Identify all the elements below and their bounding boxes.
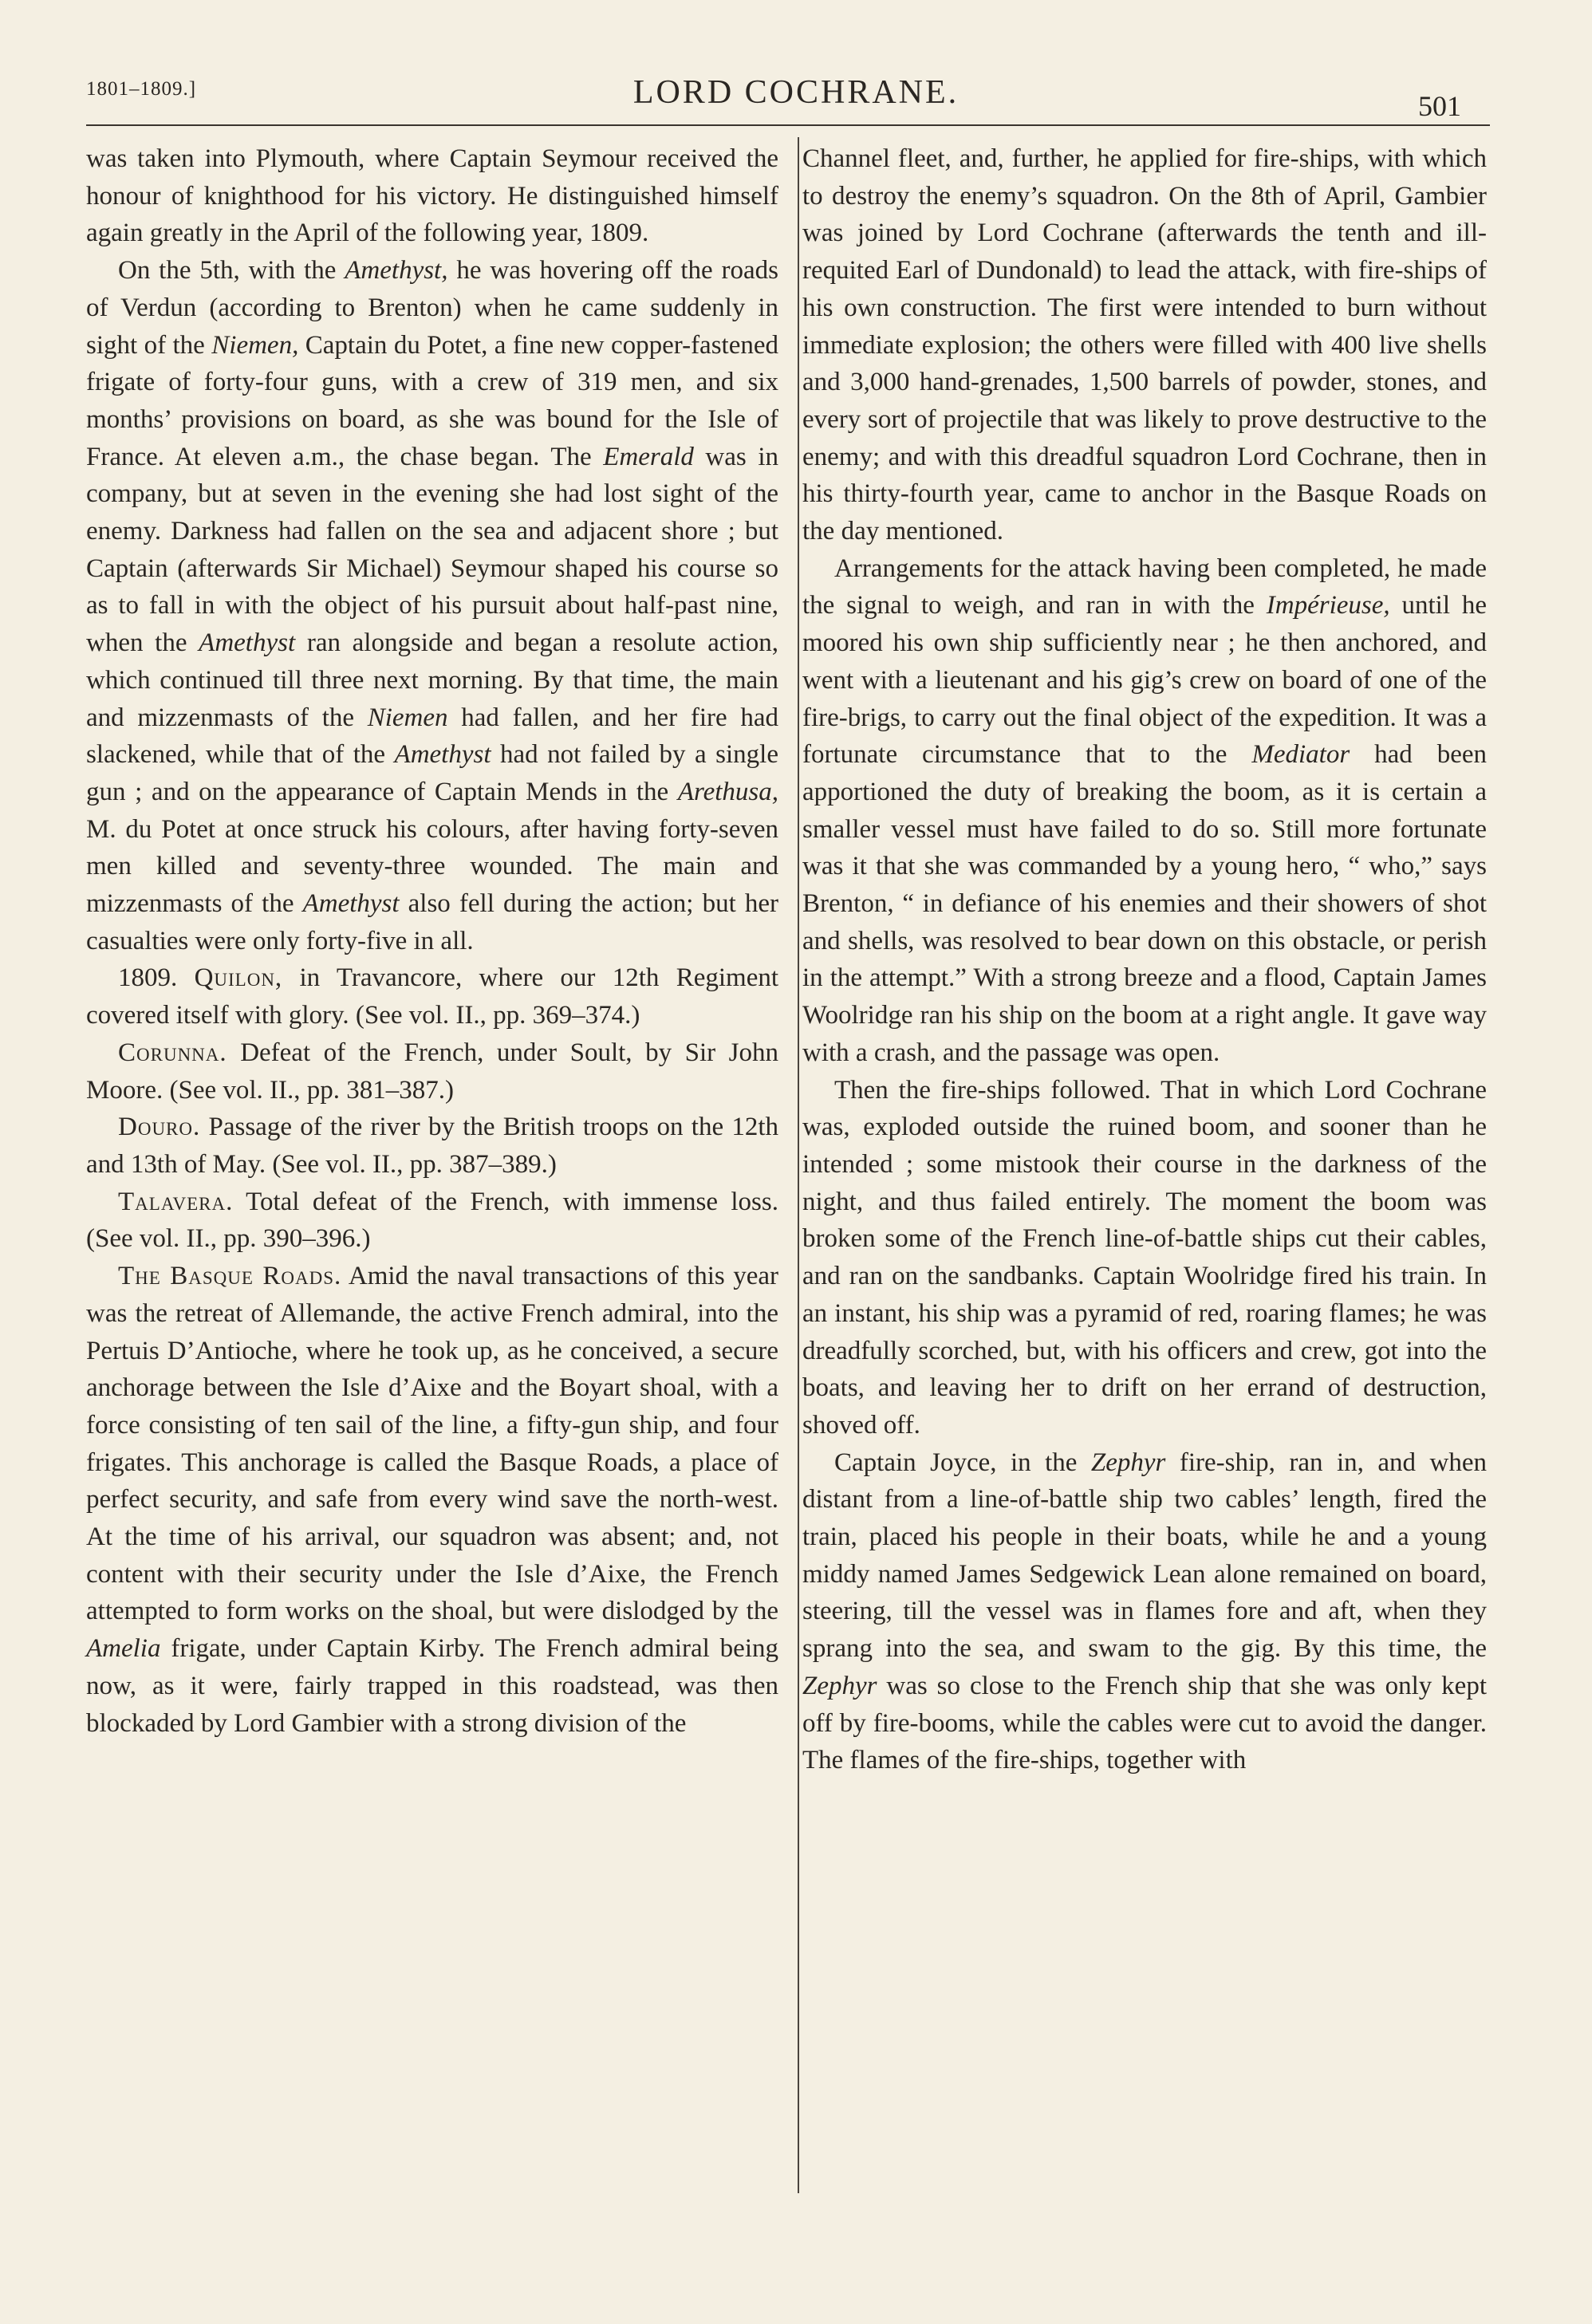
text-run: Channel fleet, and, further, he applied for fire-ships, with which to destroy the enemy’s squadron. On the 8th of April, Gambier was joined by Lord Cochrane (afterwards the tenth and ill-requited Earl of Dundonald) to lead the attack, with fire-ships of his own construction. The first were intended to burn without immediate explosion; the others were filled with 400 live shells and 3,000 hand-grenades, 1,500 barrels of powder, stones, and every sort of projectile that was likely to prove destructive to the enemy; and with this dreadful squadron Lord Cochrane, then in his thirty-fourth year, came to anchor in the Basque Roads on the day mentioned. bbox=[802, 144, 1487, 546]
small-caps-run: Talavera. bbox=[118, 1187, 234, 1216]
text-run: was taken into Plymouth, where Captain Seymour received the honour of knighthood for his victory. He distinguished himself again greatly in the April of the following year, 1809. bbox=[86, 144, 778, 248]
page-number: 501 bbox=[1418, 90, 1461, 122]
text-run: Passage of the river by the British troops on the 12th and 13th of May. (See vol. II., pp. 387–389.) bbox=[86, 1113, 778, 1179]
italic-run: Amethyst, bbox=[345, 256, 448, 286]
paragraph bbox=[86, 252, 778, 959]
paragraph bbox=[802, 1072, 1487, 1444]
paragraph bbox=[86, 1258, 778, 1742]
paragraph bbox=[86, 1109, 778, 1183]
text-run: Amid the naval transactions of this year was the retreat of Allemande, the active French admiral, into the Pertuis D’Antioche, where he took up, as he conceived, a secure anchorage between the Isle d’Aixe and the Boyart shoal, with a force consisting of ten sail of the line, a fifty-gun ship, and four frigates. This anchorage is called the Basque Roads, a place of perfect security, and safe from every wind save the north-west. At the time of his arrival, our squadron was absent; and, not content with their security under the Isle d’Aixe, the French attempted to form works on the shoal, but were dislodged by the bbox=[86, 1262, 778, 1626]
text-run: frigate, under Captain Kirby. The French admiral being now, as it were, fairly trapped in this roadstead, was then blockaded by Lord Gambier with a strong division of the bbox=[86, 1634, 778, 1738]
italic-run: Niemen bbox=[367, 703, 448, 732]
text-run: Arrangements for the attack having been completed, he made the signal to weigh, and ran in with the bbox=[802, 553, 1487, 620]
text-run: in Travancore, where our 12th Regiment covered itself with glory. (See vol. II., pp. 369–374.) bbox=[86, 963, 779, 1030]
text-run: also fell during the action; but her casualties were only forty-five in all. bbox=[86, 889, 778, 955]
small-caps-run: Douro. bbox=[118, 1113, 201, 1142]
paragraph bbox=[86, 1184, 778, 1258]
text-run: had been apportioned the duty of breaking the boom, as it is certain a smaller vessel must have failed to do so. Still more fortunate was it that she was commanded by a young hero, “ who,” says Brenton, “ in defiance of his enemies and their showers of shot and shells, was resolved to bear down on this obstacle, or perish in the attempt.” With a strong breeze and a flood, Captain James Woolridge ran his ship on the boom at a right angle. It gave way with a crash, and the passage was open. bbox=[802, 740, 1487, 1067]
text-run: M. du Potet at once struck his colours, after having forty-seven men killed and seventy-three wounded. The main and mizzenmasts of the bbox=[86, 814, 778, 919]
text-run: had not failed by a single gun ; and on the appearance of Captain Mends in the bbox=[86, 740, 778, 806]
paragraph bbox=[86, 959, 778, 1034]
small-caps-run: Quilon, bbox=[194, 963, 283, 993]
left-column bbox=[86, 140, 778, 1742]
text-run: Then the fire-ships followed. That in which Lord Cochrane was, exploded outside the ruined boom, and sooner than he intended ; some mistook their course in the darkness of the night, and thus failed entirely. The moment the boom was broken some of the French line-of-battle ships cut their cables, and ran on the sandbanks. Captain Woolridge fired his train. In an instant, his ship was a pyramid of red, roaring flames; he was dreadfully scorched, but, with his officers and crew, got into the boats, and leaving her to drift on her errand of destruction, shoved off. bbox=[802, 1075, 1487, 1440]
running-title: LORD COCHRANE. bbox=[632, 74, 960, 111]
italic-run: Amethyst bbox=[394, 740, 491, 770]
text-run: Defeat of the French, under Soult, by Sir John Moore. (See vol. II., pp. 381–387.) bbox=[86, 1038, 778, 1105]
text-run: ran alongside and began a resolute action, which continued till three next morning. By that time, the main and mizzenmasts of the bbox=[86, 628, 778, 732]
text-run: was in company, but at seven in the evening she had lost sight of the enemy. Darkness had fallen on the sea and adjacent shore ; but Captain (afterwards Sir Michael) Seymour shaped his course so as to fall in with the object of his pursuit about half-past nine, when the bbox=[86, 442, 778, 658]
italic-run: Amethyst bbox=[199, 628, 296, 658]
italic-run: Emerald bbox=[603, 442, 694, 471]
italic-run: Zephyr bbox=[1090, 1448, 1166, 1477]
paragraph bbox=[802, 550, 1487, 1072]
paragraph bbox=[86, 140, 778, 252]
text-run: Captain Joyce, in the bbox=[834, 1448, 1091, 1477]
right-column bbox=[802, 140, 1487, 1779]
text-run: he was hovering off the roads of Verdun (according to Brenton) when he came suddenly in sight of the bbox=[86, 256, 778, 360]
paragraph bbox=[802, 1444, 1487, 1779]
italic-run: Impérieuse, bbox=[1266, 591, 1390, 620]
paragraph bbox=[86, 1034, 778, 1109]
text-run: fire-ship, ran in, and when distant from a line-of-battle ship two cables’ length, fired the train, placed his people in their boats, while he and a young middy named James Sedgewick Lean alone remained on board, steering, till the vessel was in flames fore and aft, when they sprang into the sea, and swam to the gig. By this time, the bbox=[802, 1448, 1487, 1664]
column-divider bbox=[798, 137, 799, 2193]
italic-run: Zephyr bbox=[802, 1671, 877, 1700]
header-dates: 1801–1809.] bbox=[86, 78, 197, 100]
text-run: had fallen, and her fire had slackened, while that of the bbox=[86, 703, 778, 770]
text-run: until he moored his own ship sufficiently near ; he then anchored, and went with a lieutenant and his gig’s crew on board of one of the fire-brigs, to carry out the final object of the expedition. It was a fortunate circumstance that to the bbox=[802, 591, 1487, 770]
text-run: On the 5th, with the bbox=[118, 256, 345, 286]
italic-run: Amethyst bbox=[302, 889, 400, 919]
text-run: 1809. bbox=[118, 963, 195, 993]
header-rule bbox=[86, 124, 1490, 126]
italic-run: Amelia bbox=[86, 1634, 161, 1664]
small-caps-run: The Basque Roads. bbox=[118, 1262, 342, 1291]
paragraph bbox=[802, 140, 1487, 550]
italic-run: Mediator bbox=[1251, 740, 1350, 770]
text-run: was so close to the French ship that she was only kept off by fire-booms, while the cables were cut to avoid the danger. The flames of the fire-ships, together with bbox=[802, 1671, 1487, 1775]
text-run: Total defeat of the French, with immense loss. (See vol. II., pp. 390–396.) bbox=[86, 1187, 778, 1254]
italic-run: Arethusa, bbox=[677, 777, 778, 806]
small-caps-run: Corunna. bbox=[118, 1038, 227, 1067]
text-run: Captain du Potet, a fine new copper-fastened frigate of forty-four guns, with a crew of 319 men, and six months’ provisions on board, as she was bound for the Isle of France. At eleven a.m., the chase began. The bbox=[86, 330, 779, 471]
italic-run: Niemen, bbox=[211, 330, 299, 360]
